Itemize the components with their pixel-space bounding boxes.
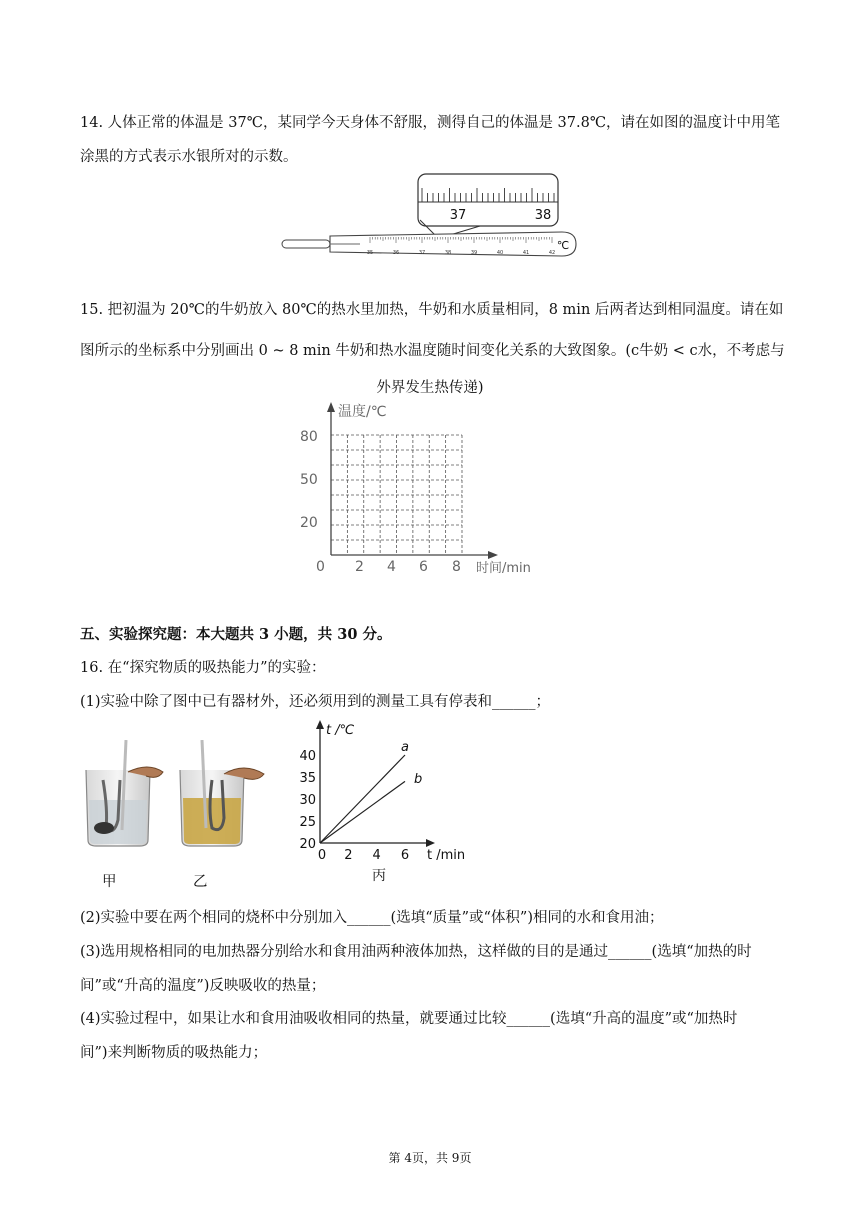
q16-part4-line1: (4)实验过程中，如果让水和食用油吸收相同的热量，就要通过比较______(选填“升高的温度”或“加热时 <box>80 1011 738 1027</box>
tube-scale-label: 39 <box>470 250 478 256</box>
q15-x-tick-8: 8 <box>452 559 461 575</box>
q15-x-tick-6: 6 <box>419 559 428 575</box>
heating-graph <box>290 715 480 890</box>
zoom-label-38: 38 <box>534 208 552 223</box>
tube-scale-label: 37 <box>418 250 426 256</box>
q16-part3-line1: (3)选用规格相同的电加热器分别给水和食用油两种液体加热，这样做的目的是通过______(选填“加热的时 <box>80 944 752 960</box>
q16-part3-line2: 间”或“升高的温度”)反映吸收的热量； <box>80 978 326 994</box>
graph-y-tick-label: 30 <box>299 793 316 808</box>
q15-coordinate-grid <box>288 400 578 580</box>
q16-part2: (2)实验中要在两个相同的烧杯中分别加入______(选填“质量”或“体积”)相同的水和食用油； <box>80 910 664 926</box>
tube-scale-label: 41 <box>522 250 530 256</box>
q15-x-tick-4: 4 <box>387 559 396 575</box>
q15-y-tick-20: 20 <box>300 515 318 531</box>
q14-line1: 14. 人体正常的体温是 37℃，某同学今天身体不舒服，测得自己的体温是 37.8℃，请在如图的温度计中用笔 <box>80 115 781 131</box>
graph-line-b <box>320 781 405 843</box>
graph-x-label: t /min <box>427 848 466 863</box>
graph-x-tick-label: 6 <box>400 848 410 863</box>
graph-y-tick-label: 25 <box>299 815 316 830</box>
q14-line2: 涂黑的方式表示水银所对的示数。 <box>80 149 298 165</box>
label-yi: 乙 <box>193 874 208 890</box>
line-b-label: b <box>414 772 423 787</box>
q15-x-tick-2: 2 <box>355 559 364 575</box>
q15-line1: 15. 把初温为 20℃的牛奶放入 80℃的热水里加热，牛奶和水质量相同，8 min 后两者达到相同温度。请在如 <box>80 302 784 318</box>
thermometer-figure <box>280 172 580 262</box>
section-heading: 五、实验探究题：本大题共 3 小题，共 30 分。 <box>80 626 392 643</box>
tube-scale-label: 35 <box>366 250 374 256</box>
q15-y-tick-50: 50 <box>300 472 318 488</box>
line-a-label: a <box>401 740 409 755</box>
q15-line2: 图所示的坐标系中分别画出 0 ~ 8 min 牛奶和热水温度随时间变化关系的大致图象。(c牛奶 < c水，不考虑与 <box>80 343 785 359</box>
unit-celsius: ℃ <box>556 239 570 252</box>
beaker-water-image <box>78 740 173 850</box>
graph-line-a <box>320 755 405 843</box>
tube-scale-label: 36 <box>392 250 400 256</box>
label-jia: 甲 <box>102 874 117 890</box>
q15-x-axis-label: 时间/min <box>476 561 531 576</box>
graph-y-label: t /℃ <box>326 723 355 738</box>
page-footer: 第 4页，共 9页 <box>388 1151 472 1165</box>
q15-y-tick-80: 80 <box>300 429 318 445</box>
graph-x-tick-label: 0 <box>317 848 327 863</box>
graph-y-tick-label: 40 <box>299 749 316 764</box>
graph-y-tick-label: 20 <box>299 837 316 852</box>
tube-scale-label: 42 <box>548 250 556 256</box>
graph-x-tick-label: 2 <box>344 848 353 863</box>
q15-line3: 外界发生热传递) <box>376 380 484 396</box>
graph-x-tick-label: 4 <box>372 848 381 863</box>
q16-title: 16. 在“探究物质的吸热能力”的实验： <box>80 660 326 676</box>
q16-part4-line2: 间”)来判断物质的吸热能力； <box>80 1045 268 1061</box>
q15-x-tick-0: 0 <box>316 559 325 575</box>
label-bing: 丙 <box>372 868 386 884</box>
graph-y-tick-label: 35 <box>299 771 316 786</box>
q16-part1: (1)实验中除了图中已有器材外，还必须用到的测量工具有停表和______； <box>80 694 551 710</box>
tube-scale-label: 38 <box>444 250 452 256</box>
q15-y-axis-label: 温度/℃ <box>338 404 387 420</box>
zoom-label-37: 37 <box>449 208 467 223</box>
beaker-oil-image <box>172 740 272 850</box>
tube-scale-label: 40 <box>496 250 504 256</box>
